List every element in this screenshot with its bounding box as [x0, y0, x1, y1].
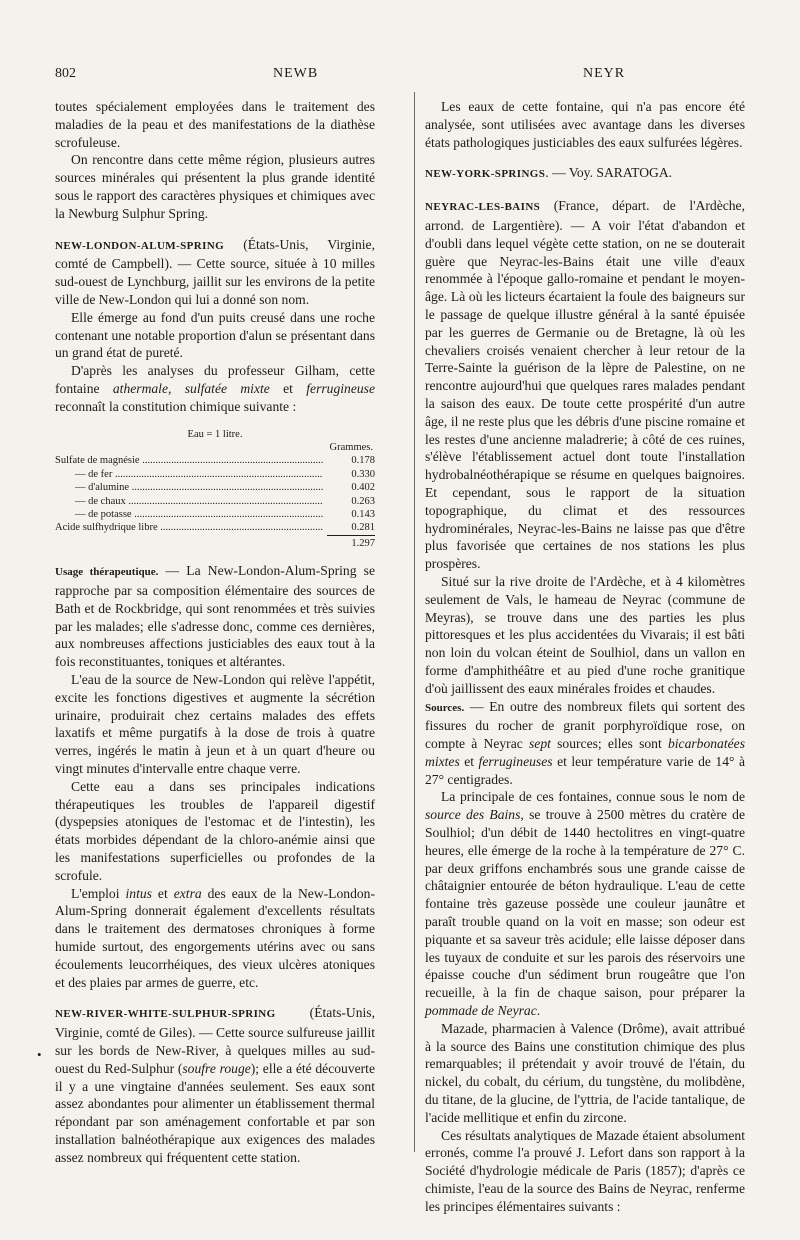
paragraph: [425, 698, 745, 789]
paragraph: L'eau de la source de New-London qui relève l'appétit, excite les fonctions digestives et augmente la sécrétion urinaire, produirait chez certains malades des effets laxatifs et même purgatifs à la dose de trois à quatre verres, ingérés le matin à jeun et à un quart d'heure ou vingt minutes d'intervalle entre chaque verre.: [55, 671, 375, 776]
table-row: [55, 454, 375, 467]
paragraph: [55, 562, 375, 671]
text: reconnaît la constitution chimique suivante :: [55, 398, 297, 414]
table-cell-value: 0.143: [351, 508, 375, 520]
table-cell-name: — de fer .....: [55, 468, 323, 481]
right-column: [425, 98, 745, 1216]
entry-neyrac-les-bains: [425, 197, 745, 573]
column-divider: [414, 92, 415, 1152]
text: . — Voy. SARATOGA.: [545, 165, 673, 181]
italic-text: extra: [173, 885, 202, 901]
text: et: [269, 380, 307, 396]
table-cell-value: 0.330: [351, 468, 375, 480]
paragraph: [55, 362, 375, 415]
text: et: [459, 753, 479, 769]
paragraph: Cette eau a dans ses principales indications thérapeutiques les troubles de l'appareil digestif (dyspepsies atoniques de l'estomac et de l'intestin), les états morbides dépendant de la chloro-anémie ainsi que les manifestations superficielles ou profondes de la scrofule.: [55, 778, 375, 883]
table-cell-value: 0.402: [351, 482, 375, 494]
table-cell-value: 0.263: [351, 495, 375, 507]
composition-table: [55, 428, 375, 551]
entry-headword: NEW-RIVER-WHITE-SULPHUR-SPRING: [55, 1008, 276, 1021]
italic-text: soufre rouge: [182, 1060, 251, 1076]
subheading: Usage thérapeutique.: [55, 566, 159, 579]
paragraph: [55, 885, 375, 992]
entry-new-london-alum-spring: [55, 236, 375, 309]
text: — En outre des nombreux filets qui sortent des fissures du rocher de granit porphyroïdique rose, on compte à Neyrac: [425, 698, 745, 752]
entry-headword: NEW-YORK-SPRINGS: [425, 168, 546, 181]
text: (France, départ. de l'Ardèche, arrond. de Largentière). — A voir l'état d'abandon et d'oubli dans lequel végète cette station, on ne se douterait guère que Neyrac-les-Bains était une ville d'eaux renommée à l'époque gallo-romaine et pendant le moyen-âge. Là où les licteurs écartaient la foule des baigneurs sur le passage de quelque illustre général à la santé épuisée par les guerres de Germanie ou de Bretagne, là où les chevaliers croisés venaient chercher à leur retour de la Terre-Sainte la guérison de la lèpre de Palestine, on ne rencontre aujourd'hui que quelques rares malades pendant la saison des eaux. De toute cette prospérité d'un autre âge, il ne reste plus que les débris d'une piscine romaine et les restes d'une ancienne maladrerie; à côté de ces ruines, s'élève l'établissement actuel dont toute l'installation hydrobalnéothérapique se résume en quelques baignoires. Et cependant, sous le rapport de la situation topographique, du climat et des ressources hydrominérales, Neyrac-les-Bains ne laisse pas que d'être plus favorisée que certaines de nos stations les plus prospères.: [425, 198, 745, 572]
italic-text: sept: [529, 736, 551, 752]
text: D'après les analyses du professeur Gilham, cette fontaine: [55, 363, 375, 396]
left-column: [55, 98, 375, 1167]
entry-headword: NEYRAC-LES-BAINS: [425, 201, 541, 214]
table-unit-header: Grammes.: [329, 441, 373, 453]
paragraph: Ces résultats analytiques de Mazade étaient absolument erronés, comme l'a prouvé J. Lefort dans son rapport à la Société d'hydrologie médicale de Paris (1857); d'après ce chimiste, l'eau de la source des Bains de Neyrac, renferme les principes élémentaires suivants :: [425, 1127, 745, 1214]
entry-new-river-white-sulphur-spring: [55, 1004, 375, 1166]
text: La principale de ces fontaines, connue sous le nom de: [441, 789, 745, 805]
subheading: Sources.: [425, 701, 465, 714]
table-cell-value: 0.281: [351, 522, 375, 534]
table-row: [55, 508, 375, 521]
paragraph: Les eaux de cette fontaine, qui n'a pas encore été analysée, sont utilisées avec avantage dans les diverses états pathologiques justiciables des eaux sulfurées légères.: [425, 99, 745, 150]
italic-text: pommade de Neyrac: [425, 1003, 537, 1019]
right-running-title: NEYR: [583, 66, 626, 81]
text: des eaux de la New-London-Alum-Spring donnerait également d'excellents résultats dans le traitement des dermatoses chroniques à forme humide surtout, des engorgements utérins avec ou sans écoulements leucorrhéiques, des vieux ulcères atoniques et des plaies par armes de guerre, etc.: [55, 885, 375, 990]
left-running-title: NEWB: [273, 66, 319, 81]
entry-headword: NEW-LONDON-ALUM-SPRING: [55, 239, 225, 252]
paragraph: Situé sur la rive droite de l'Ardèche, et à 4 kilomètres seulement de Vals, le hameau de Neyrac (commune de Meyras), se trouve dans une des parties les plus pittoresques et les plus accidentées du Vivarais; il est bâti non loin du volcan éteint de Soulhiol, dans un vallon en forme d'amphithéâtre et au pied d'une roche granitique d'où jaillissent des eaux minérales froides et chaudes.: [425, 573, 745, 696]
paragraph: Mazade, pharmacien à Valence (Drôme), avait attribué à la source des Bains une constitution chimique des plus remarquables; il prétendait y avoir trouvé de l'étain, du nickel, du cobalt, du cérium, du tungstène, du molibdène, du titane, de la glucine, de l'yttria, de l'acide tantalique, de l'acide mellitique et enfin du zircone.: [425, 1020, 745, 1125]
margin-bullet: •: [37, 1047, 42, 1062]
entry-text: (États-Unis, Virginie, comté de Campbell). — Cette source, située à 10 milles sud-ouest de Lynchburg, jaillit sur les environs de la petite ville de New-London qui lui a donné son nom.: [55, 236, 375, 307]
paragraph: On rencontre dans cette même région, plusieurs autres sources minérales qui présentent la plus grande identité sous le rapport des caractères physiques et chimiques avec la Newburg Sulphur Spring.: [55, 152, 375, 221]
paragraph: [425, 788, 745, 1019]
paragraph: toutes spécialement employées dans le traitement des maladies de la peau et des manifestations de la diathèse scrofuleuse.: [55, 99, 375, 150]
text: — La New-London-Alum-Spring se rapproche par sa composition élémentaire des sources de Bath et de Rockbridge, qui sont renommées et très suivies par les malades; elle s'adresse donc, comme ces dernières, aux nombreuses affections justiciables des eaux tout à la fois reconstituantes, toniques et altérantes.: [55, 563, 376, 670]
table-caption: Eau = 1 litre.: [187, 428, 243, 440]
text: sources; elles sont: [550, 736, 668, 752]
table-total: 1.297: [327, 535, 375, 550]
text: L'emploi: [71, 885, 126, 901]
table-cell-name: — de potasse .....: [55, 508, 323, 521]
table-cell-value: 0.178: [351, 455, 375, 467]
table-row: [55, 481, 375, 494]
table-row: [55, 521, 375, 534]
table-cell-name: Sulfate de magnésie .....: [55, 454, 323, 467]
table-row: [55, 468, 375, 481]
text: , se trouve à 2500 mètres du cratère de Soulhiol; d'un débit de 1440 hectolitres en vingt-quatre heures, elle émerge de la roche à la température de 27° C. par deux griffons enchambrés sous une grande caisse de châtaignier entourée de béton hydraulique. L'eau de cette fontaine très gazeuse possède une couleur jaunâtre et paraît trouble quand on la voit en masse; son odeur est piquante et sa saveur très acidule; elle laisse déposer dans les tuyaux de conduite et sur les parois des réservoirs une épaisse couche d'un sédiment brun rougeâtre que l'on recueille, à la fin de chaque saison, pour préparer la: [425, 807, 746, 1001]
text: et: [151, 885, 174, 901]
italic-text: intus: [125, 885, 152, 901]
text: ); elle a été découverte il y a une vingtaine d'années seulement. Ses eaux sont assez abondantes pour alimenter un établissement thermal répondant par son aménagement confortable et par son installation balnéothérapique aux exigences des malades assez nombreux qui fréquentent cette station.: [55, 1060, 375, 1165]
paragraph: Elle émerge au fond d'un puits creusé dans une roche contenant une notable proportion d'alun se présentant dans un grand état de pureté.: [55, 309, 375, 361]
page-number: 802: [55, 66, 76, 81]
table-cell-name: — d'alumine .....: [55, 481, 323, 494]
text: .: [536, 1003, 541, 1019]
text: et leur température varie de 14° à 27° centigrades.: [425, 753, 745, 787]
text: (États-Unis, Virginie, comté de Giles). — Cette source sulfureuse jaillit sur les bords de New-River, à quelques milles au sud-ouest du Red-Sulphur (: [55, 1005, 375, 1076]
table-row: [55, 495, 375, 508]
running-header: [55, 66, 745, 86]
table-cell-name: — de chaux .....: [55, 495, 323, 508]
table-cell-name: Acide sulfhydrique libre .....: [55, 521, 323, 534]
italic-text: bicarbonatées mixtes: [425, 736, 745, 769]
italic-text: athermale, sulfatée mixte: [112, 380, 270, 396]
italic-text: ferrugineuses: [478, 753, 553, 769]
italic-text: source des Bains: [425, 807, 521, 823]
entry-new-york-springs: [425, 164, 745, 184]
italic-text: ferrugineuse: [306, 380, 375, 396]
